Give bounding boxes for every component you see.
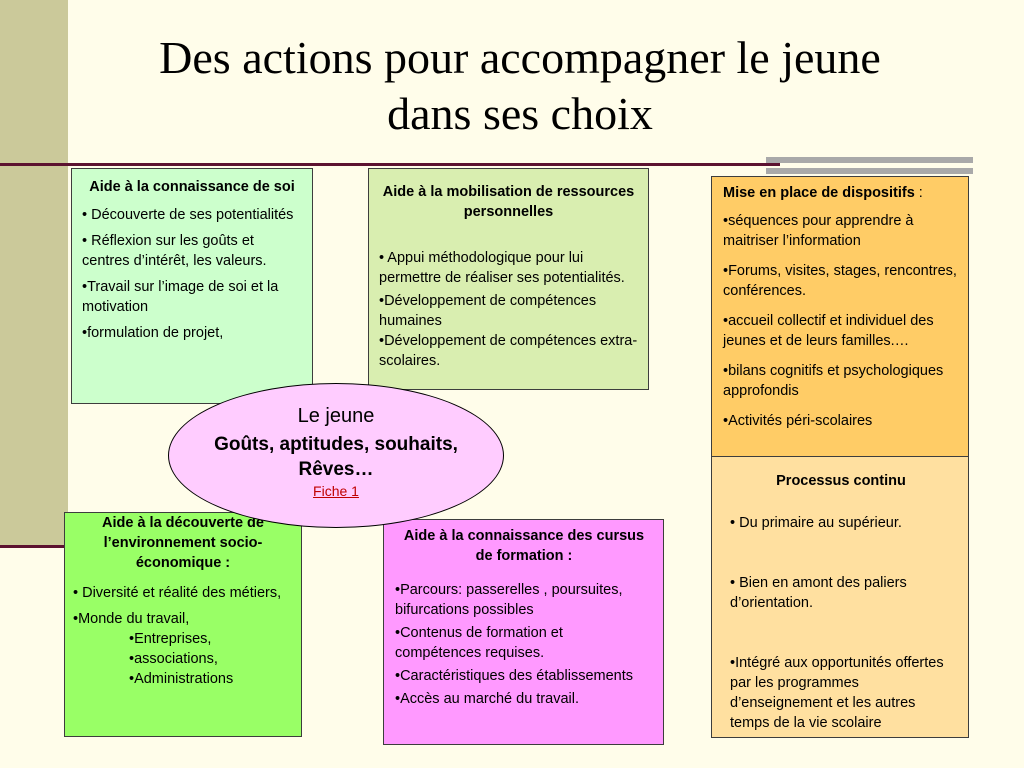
title-line-2: dans ses choix [387, 88, 653, 139]
list-item: • Découverte de ses potentialités [82, 207, 294, 223]
sub-list-item: •Entreprises, [129, 631, 212, 647]
box-connaissance-cursus [383, 519, 664, 745]
list-item: • Diversité et réalité des métiers, [73, 585, 282, 601]
list-item: •formulation de projet, [82, 325, 224, 341]
center-line-2: Goûts, aptitudes, souhaits, [214, 434, 458, 455]
box-mobilisation-ressources [368, 168, 649, 390]
box-heading-suffix: : [914, 185, 923, 201]
box-heading: Mise en place de dispositifs [723, 185, 915, 201]
list-item: • Réflexion sur les goûts et centres d’intérêt, les valeurs. [82, 233, 267, 269]
list-item: •Monde du travail, [73, 611, 190, 627]
list-item: •Caractéristiques des établissements [395, 668, 633, 684]
list-item: • Du primaire au supérieur. [730, 515, 902, 531]
list-item: •Parcours: passerelles , poursuites, bifurcations possibles [395, 582, 623, 618]
sub-list-item: •associations, [129, 651, 218, 667]
title-divider-top [0, 163, 780, 166]
title-line-1: Des actions pour accompagner le jeune [159, 32, 881, 83]
list-item: •bilans cognitifs et psychologiques approfondis [723, 363, 944, 399]
box-heading: Aide à la découverte de l’environnement socio-économique : [102, 515, 264, 571]
box-processus-continu [711, 456, 969, 738]
center-label: Le jeune [297, 405, 375, 427]
box-heading: Aide à la connaissance de soi [89, 179, 295, 195]
list-item: •Développement de compétences extra-scolaires. [379, 333, 638, 369]
fiche-1-link[interactable]: Fiche 1 [313, 483, 359, 499]
list-item: •accueil collectif et individuel des jeunes et de leurs familles.… [723, 313, 934, 349]
box-connaissance-de-soi [71, 168, 313, 404]
list-item: •Travail sur l’image de soi et la motivation [82, 279, 279, 315]
list-item: •Activités péri-scolaires [723, 413, 873, 429]
central-ellipse-le-jeune [168, 383, 504, 528]
list-item: • Appui méthodologique pour lui permettre de réaliser ses potentialités. [379, 250, 625, 286]
left-decorative-band [0, 0, 68, 545]
divider-shadow-top [766, 157, 973, 163]
list-item: •séquences pour apprendre à maitriser l’information [723, 213, 914, 249]
box-environnement-socio-economique [64, 512, 302, 737]
list-item: •Forums, visites, stages, rencontres, conférences. [723, 263, 957, 299]
bottom-left-background [0, 545, 68, 768]
list-item: •Développement de compétences humaines [379, 293, 597, 329]
list-item: •Intégré aux opportunités offertes par les programmes d’enseignement et les autres temps de la vie scolaire [730, 655, 944, 731]
list-item: •Contenus de formation et compétences requises. [395, 625, 563, 661]
list-item: •Accès au marché du travail. [395, 691, 579, 707]
box-heading: Aide à la connaissance des cursus de formation : [403, 528, 645, 564]
box-heading-row [723, 183, 958, 203]
list-item: • Bien en amont des paliers d’orientation. [730, 575, 907, 611]
box-heading: Processus continu [776, 473, 906, 489]
divider-shadow-bottom [766, 168, 973, 174]
center-line-3: Rêves… [298, 459, 374, 480]
box-heading: Aide à la mobilisation de ressources personnelles [382, 184, 635, 220]
sub-list-item: •Administrations [129, 671, 234, 687]
slide-title [80, 30, 960, 142]
